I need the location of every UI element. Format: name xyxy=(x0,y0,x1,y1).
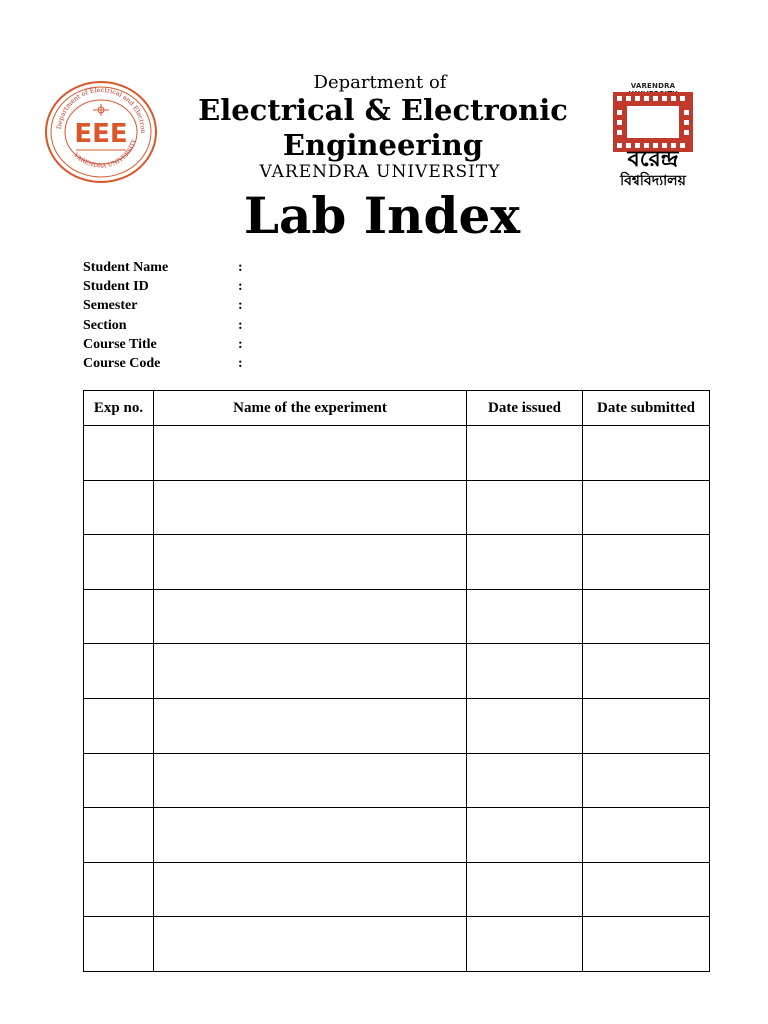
field-colon: : xyxy=(238,279,243,295)
header-experiment-name: Name of the experiment xyxy=(154,391,467,426)
cell-exp-no[interactable] xyxy=(84,698,154,753)
cell-exp-no[interactable] xyxy=(84,589,154,644)
fort-crest-icon xyxy=(613,92,693,152)
cell-experiment-name[interactable] xyxy=(154,808,467,863)
cell-date-issued[interactable] xyxy=(467,698,583,753)
cell-experiment-name[interactable] xyxy=(154,426,467,481)
department-of-text: Department of xyxy=(313,72,447,93)
eee-seal-icon xyxy=(44,80,158,184)
cell-exp-no[interactable] xyxy=(84,808,154,863)
eee-seal-logo xyxy=(44,80,158,184)
cell-experiment-name[interactable] xyxy=(154,753,467,808)
table-row xyxy=(84,808,710,863)
table-row xyxy=(84,589,710,644)
cell-date-issued[interactable] xyxy=(467,917,583,972)
field-colon: : xyxy=(238,336,243,352)
seal-eee-text: EEE xyxy=(74,119,128,149)
cell-date-issued[interactable] xyxy=(467,808,583,863)
cell-date-submitted[interactable] xyxy=(583,480,710,535)
page-title: Lab Index xyxy=(243,186,521,245)
cell-date-issued[interactable] xyxy=(467,753,583,808)
field-colon: : xyxy=(238,260,243,275)
cell-date-issued[interactable] xyxy=(467,589,583,644)
cell-exp-no[interactable] xyxy=(84,480,154,535)
vu-logo-bangla-line2: বিশ্ববিদ্যালয় xyxy=(620,173,686,189)
cell-date-submitted[interactable] xyxy=(583,862,710,917)
field-colon: : xyxy=(238,298,243,314)
seal-ring-top-text: Department of Electrical and Electron xyxy=(55,85,148,134)
cell-experiment-name[interactable] xyxy=(154,480,467,535)
table-row xyxy=(84,862,710,917)
field-label: Student ID xyxy=(83,279,149,295)
cell-experiment-name[interactable] xyxy=(154,644,467,699)
varendra-university-logo xyxy=(608,82,698,192)
table-header-row xyxy=(84,391,710,426)
cell-date-issued[interactable] xyxy=(467,535,583,590)
seal-ring-bottom-text: VARENDRA UNIVERSITY xyxy=(72,138,139,170)
cell-experiment-name[interactable] xyxy=(154,589,467,644)
cell-exp-no[interactable] xyxy=(84,753,154,808)
header-exp-no: Exp no. xyxy=(84,391,154,426)
cell-exp-no[interactable] xyxy=(84,426,154,481)
cell-date-issued[interactable] xyxy=(467,644,583,699)
vu-logo-bangla-line1: বরেন্দ্র xyxy=(627,147,679,172)
header-date-issued: Date issued xyxy=(467,391,583,426)
cell-date-submitted[interactable] xyxy=(583,698,710,753)
field-label: Semester xyxy=(83,298,138,314)
cell-date-submitted[interactable] xyxy=(583,644,710,699)
cell-experiment-name[interactable] xyxy=(154,698,467,753)
cell-experiment-name[interactable] xyxy=(154,917,467,972)
field-colon: : xyxy=(238,317,243,333)
cell-date-submitted[interactable] xyxy=(583,535,710,590)
table-body xyxy=(84,426,710,972)
field-colon: : xyxy=(238,355,243,371)
field-label: Section xyxy=(83,317,127,333)
cell-exp-no[interactable] xyxy=(84,535,154,590)
cell-exp-no[interactable] xyxy=(84,917,154,972)
table-row xyxy=(84,644,710,699)
cell-date-submitted[interactable] xyxy=(583,917,710,972)
table-row xyxy=(84,426,710,481)
field-label: Student Name xyxy=(83,260,169,275)
field-label: Course Title xyxy=(83,336,157,352)
table-row xyxy=(84,535,710,590)
cell-date-submitted[interactable] xyxy=(583,589,710,644)
cell-experiment-name[interactable] xyxy=(154,535,467,590)
lab-index-table xyxy=(83,390,710,972)
cell-date-submitted[interactable] xyxy=(583,808,710,863)
field-label: Course Code xyxy=(83,355,161,371)
vu-logo-top-text: VARENDRA xyxy=(630,82,676,90)
table-row xyxy=(84,480,710,535)
cell-date-issued[interactable] xyxy=(467,426,583,481)
table-row xyxy=(84,917,710,972)
cell-date-submitted[interactable] xyxy=(583,753,710,808)
cell-exp-no[interactable] xyxy=(84,644,154,699)
cell-date-submitted[interactable] xyxy=(583,426,710,481)
cell-date-issued[interactable] xyxy=(467,862,583,917)
table-row xyxy=(84,698,710,753)
cell-date-issued[interactable] xyxy=(467,480,583,535)
table-row xyxy=(84,753,710,808)
cell-exp-no[interactable] xyxy=(84,862,154,917)
department-name: Electrical & Electronic Engineering xyxy=(198,93,568,162)
cell-experiment-name[interactable] xyxy=(154,862,467,917)
university-name: VARENDRA UNIVERSITY xyxy=(259,162,501,182)
header-date-submitted: Date submitted xyxy=(583,391,710,426)
